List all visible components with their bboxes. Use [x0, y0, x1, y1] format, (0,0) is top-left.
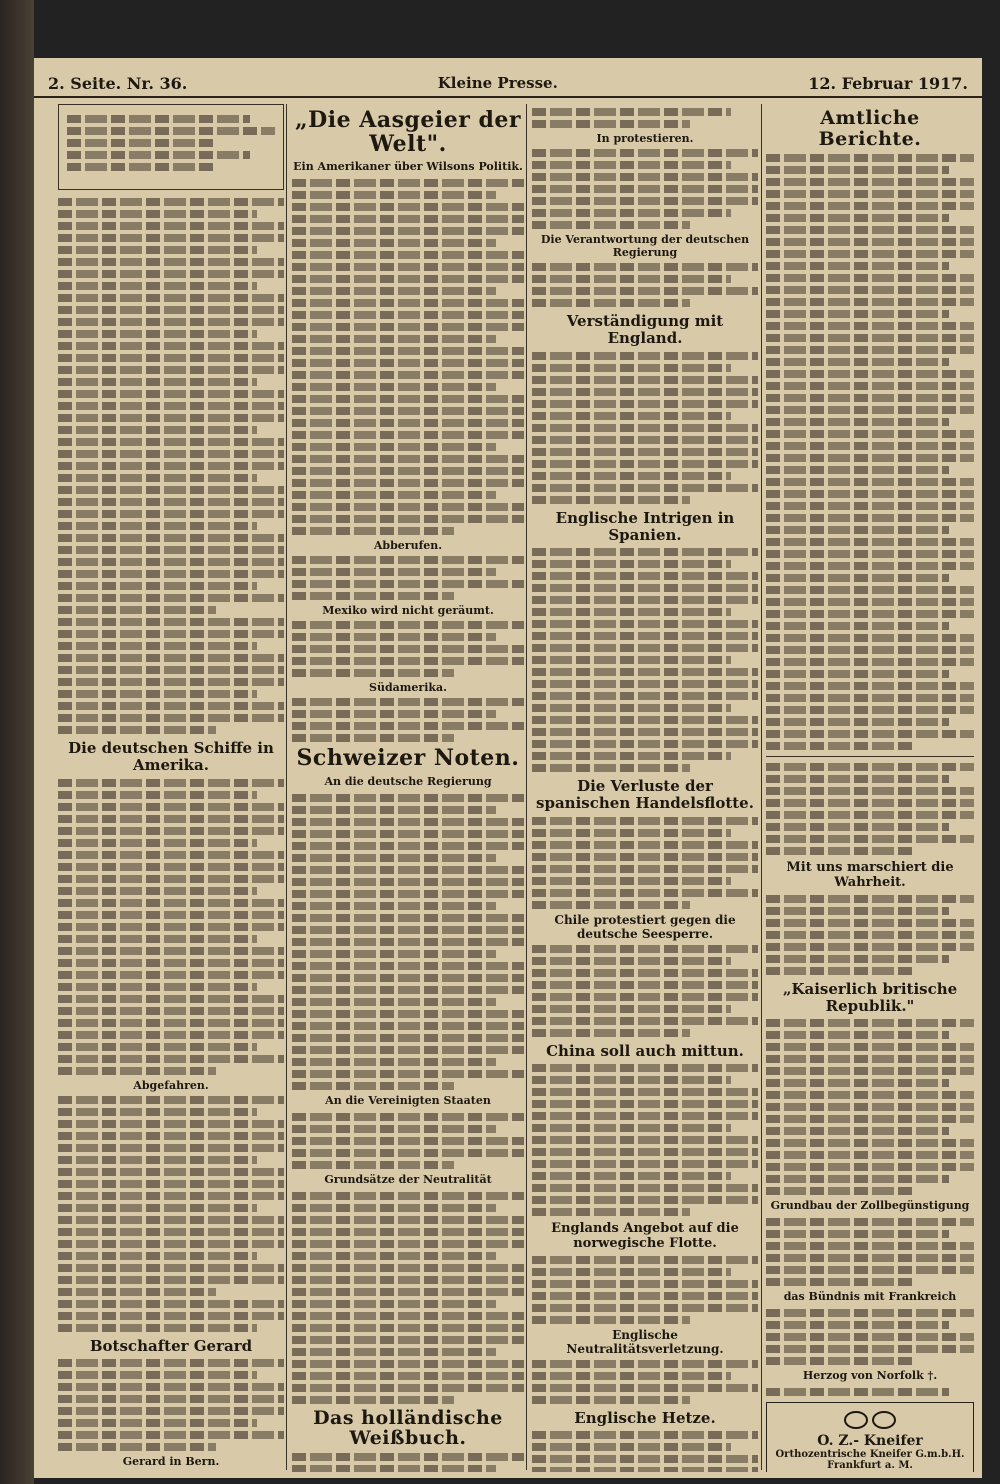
headline: Botschafter Gerard [89, 1336, 253, 1355]
subheadline: Ein Amerikaner über Wilsons Politik. [293, 160, 523, 174]
ad-city: Frankfurt a. M. [827, 1460, 913, 1472]
newspaper-page [34, 58, 982, 1478]
headline: Verständigung mit England. [566, 312, 724, 348]
column-rule [286, 104, 287, 1470]
headline: Amtliche Berichte. [818, 107, 922, 150]
article-body [292, 794, 524, 1090]
article-body [58, 779, 284, 1075]
subheadline: An die Vereinigten Staaten [325, 1093, 491, 1107]
signature: Herzog von Norfolk †. [802, 1369, 938, 1383]
ad-title: O. Z.- Kneifer [817, 1433, 923, 1450]
article-body [766, 154, 974, 750]
headline: Mit uns marschiert die Wahrheit. [786, 859, 954, 890]
article-body [58, 198, 284, 734]
subheadline: Grundsätze der Neutralität [324, 1172, 492, 1186]
column-2 [292, 104, 524, 1472]
subheadline: Grundbau der Zollbegünstigung [770, 1199, 970, 1213]
headline: Abberufen. [373, 539, 443, 553]
headline: Südamerika. [369, 681, 447, 695]
page-number: 2. Seite. Nr. 36. [48, 73, 188, 93]
column-rule [761, 104, 762, 1470]
headline: Englands Angebot auf die norwegische Flotte. [551, 1220, 739, 1251]
headline: Schweizer Noten. [296, 745, 520, 772]
column-rule [526, 104, 527, 1470]
headline: Die deutschen Schiffe in Amerika. [68, 739, 274, 775]
headline: Gerard in Bern. [122, 1454, 220, 1468]
newspaper-title: Kleine Presse. [437, 74, 558, 92]
headline: „Kaiserlich britische Republik." [782, 979, 958, 1015]
headline: China soll auch mittun. [546, 1041, 744, 1060]
subheadline: An die deutsche Regierung [324, 774, 492, 788]
article-body [58, 1096, 284, 1332]
article-body [292, 1192, 524, 1404]
headline: Chile protestiert gegen die deutsche Seesperre. [554, 912, 736, 941]
issue-date: 12. Februar 1917. [808, 73, 968, 93]
article-body [766, 763, 974, 855]
subheadline: das Bündnis mit Frankreich [783, 1290, 957, 1304]
headline: Mexiko wird nicht geräumt. [322, 604, 494, 618]
advertisement [766, 1402, 974, 1472]
article-body [766, 1019, 974, 1195]
headline: Abgefahren. [133, 1078, 209, 1092]
column-4 [766, 104, 974, 1472]
article-body [58, 1359, 284, 1451]
masthead [34, 70, 982, 98]
ad-company: Orthozentrische Kneifer G.m.b.H. [775, 1449, 965, 1461]
headline: Die Verluste der spanischen Handelsflotte. [536, 777, 754, 813]
headline: Englische Hetze. [574, 1408, 716, 1427]
headline: „Die Aasgeier der Welt". [295, 107, 521, 158]
article-body [292, 1113, 524, 1169]
column-3 [532, 104, 758, 1472]
headline: In protestieren. [596, 132, 694, 145]
pince-nez-icon [842, 1409, 898, 1429]
quote-box [58, 104, 284, 190]
column-1 [58, 104, 284, 1472]
headline: Die Verantwortung der deutschen Regierung [540, 233, 750, 259]
book-spine [0, 0, 34, 1484]
headline: Englische Intrigen in Spanien. [555, 508, 735, 544]
article-body [292, 179, 524, 535]
headline: Das holländische Weißbuch. [313, 1406, 503, 1450]
headline: Englische Neutralitätsverletzung. [566, 1327, 724, 1356]
